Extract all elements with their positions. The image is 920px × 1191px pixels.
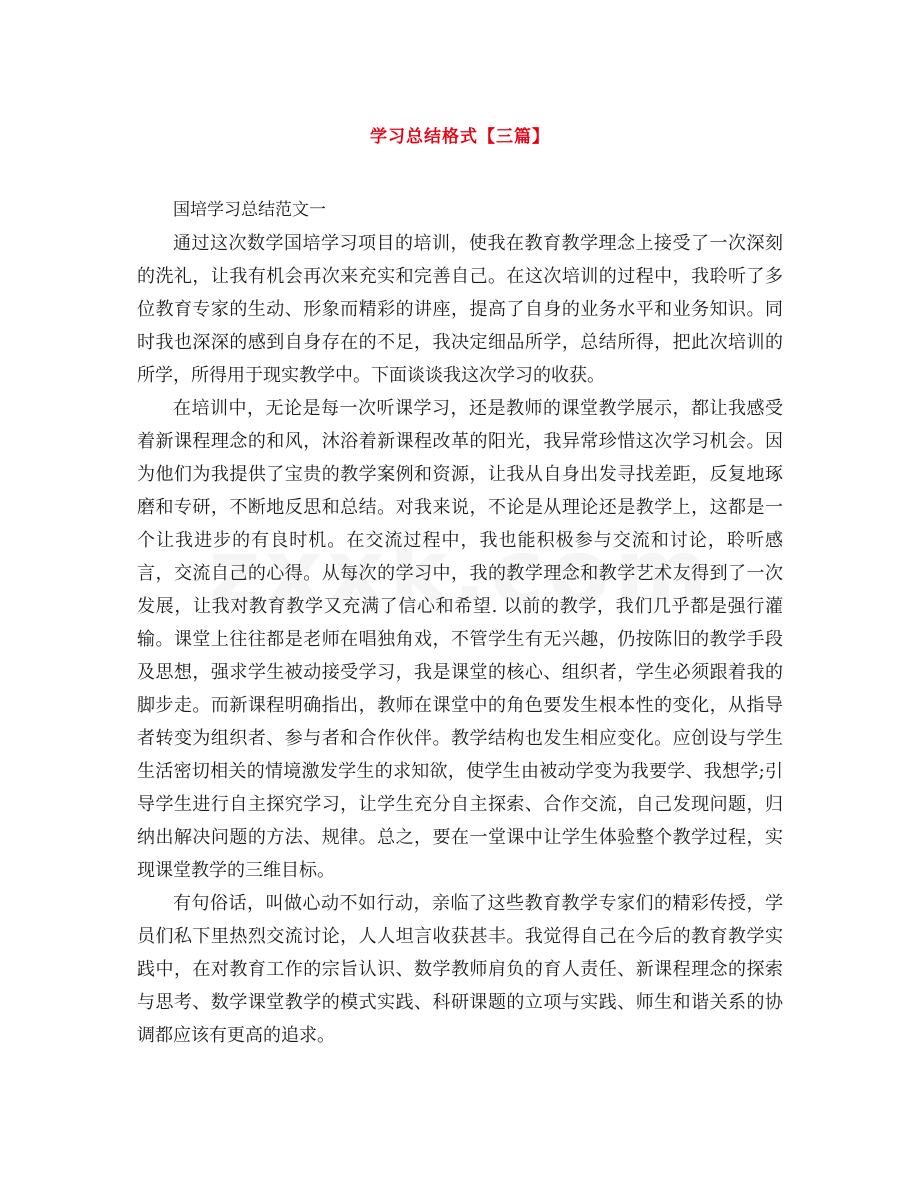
paragraph-2: 在培训中，无论是每一次听课学习，还是教师的课堂教学展示，都让我感受着新课程理念的和风，沐浴着新课程改革的阳光，我异常珍惜这次学习机会。因为他们为我提供了宝贵的教学案例和资源，让我从自身出发寻找差距，反复地琢磨和专研，不断地反思和总结。对我来说，不论是从理论还是教学上，这都是一个让我进步的有良时机。在交流过程中，我也能积极参与交流和讨论，聆听感言，交流自己的心得。从每次的学习中，我的教学理念和教学艺术友得到了一次发展，让我对教育教学又充满了信心和希望. 以前的教学，我们几乎都是强行灌输。课堂上往往都是老师在唱独角戏，不管学生有无兴趣，仍按陈旧的教学手段及思想，强求学生被动接受学习，我是课堂的核心、组织者，学生必须跟着我的脚步走。而新课程明确指出，教师在课堂中的角色要发生根本性的变化，从指导者转变为组织者、参与者和合作伙伴。教学结构也发生相应变化。应创设与学生生活密切相关的情境激发学生的求知欲，使学生由被动学变为我要学、我想学;引导学生进行自主探究学习，让学生充分自主探索、合作交流，自己发现问题，归纳出解决问题的方法、规律。总之，要在一堂课中让学生体验整个教学过程，实现课堂教学的三维目标。: [137, 398, 783, 881]
section-heading: 国培学习总结范文一: [173, 200, 326, 220]
paragraph-1: 通过这次数学国培学习项目的培训，使我在教育教学理念上接受了一次深刻的洗礼，让我有机会再次来充实和完善自己。在这次培训的过程中，我聆听了多位教育专家的生动、形象而精彩的讲座，提高了自身的业务水平和业务知识。同时我也深深的感到自身存在的不足，我决定细品所学，总结所得，把此次培训的所学，所得用于现实教学中。下面谈谈我这次学习的收获。: [137, 233, 783, 386]
document-body: [137, 194, 783, 1052]
document-title: 学习总结格式【三篇】: [370, 127, 550, 147]
paragraph-3: 有句俗话，叫做心动不如行动，亲临了这些教育教学专家们的精彩传授，学员们私下里热烈交流讨论，人人坦言收获甚丰。我觉得自己在今后的教育教学实践中，在对教育工作的宗旨认识、数学教师肩负的育人责任、新课程理念的探索与思考、数学课堂教学的模式实践、科研课题的立项与实践、师生和谐关系的协调都应该有更高的追求。: [137, 893, 783, 1046]
